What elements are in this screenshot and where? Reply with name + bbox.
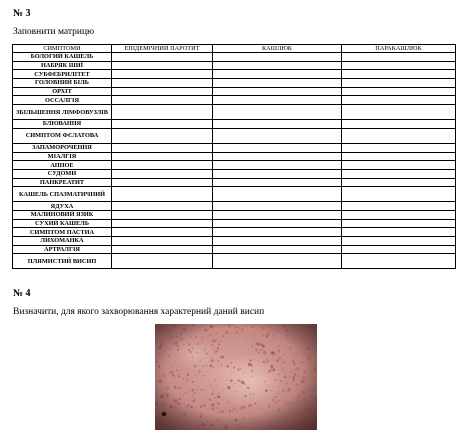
symptom-cell: СИМПТОМ ФЄЛАТОВА bbox=[13, 128, 112, 143]
symptom-cell: БОЛОГИЙ КАШЕЛЬ bbox=[13, 53, 112, 62]
header-mumps: ЕПІДЕМІЧНИЙ ПАРОТИТ bbox=[112, 45, 213, 53]
table-row bbox=[13, 254, 456, 269]
header-pertussis: КАШЛЮК bbox=[213, 45, 342, 53]
matrix-cell-mumps bbox=[112, 61, 213, 70]
symptom-cell: ГОЛОВНИЙ БІЛЬ bbox=[13, 79, 112, 88]
matrix-cell-parapertussis bbox=[342, 161, 456, 170]
matrix-cell-mumps bbox=[112, 120, 213, 129]
table-row bbox=[13, 96, 456, 105]
section-3-instruction: Заповнити матрицю bbox=[13, 27, 95, 37]
symptom-cell: ОРХІТ bbox=[13, 87, 112, 96]
symptom-cell: ОССАЛГІЯ bbox=[13, 96, 112, 105]
symptom-cell: ЯДУХА bbox=[13, 202, 112, 211]
matrix-cell-parapertussis bbox=[342, 245, 456, 254]
section-3-heading: № 3 bbox=[13, 8, 31, 19]
table-row bbox=[13, 161, 456, 170]
matrix-cell-parapertussis bbox=[342, 105, 456, 120]
symptom-cell: ЗБІЛЬШЕННЯ ЛІМФОВУЗЛІВ bbox=[13, 105, 112, 120]
matrix-cell-mumps bbox=[112, 237, 213, 246]
matrix-cell-parapertussis bbox=[342, 254, 456, 269]
symptom-cell: СУДОМИ bbox=[13, 169, 112, 178]
matrix-cell-pertussis bbox=[213, 79, 342, 88]
matrix-cell-pertussis bbox=[213, 161, 342, 170]
table-row bbox=[13, 128, 456, 143]
matrix-cell-pertussis bbox=[213, 53, 342, 62]
table-row bbox=[13, 152, 456, 161]
symptom-cell: СИМПТОМ ПАСТИА bbox=[13, 228, 112, 237]
matrix-cell-parapertussis bbox=[342, 61, 456, 70]
matrix-cell-pertussis bbox=[213, 228, 342, 237]
table-row bbox=[13, 61, 456, 70]
matrix-cell-pertussis bbox=[213, 187, 342, 202]
symptom-cell: ПЛЯМИСТИЙ ВИСИП bbox=[13, 254, 112, 269]
table-row bbox=[13, 178, 456, 187]
matrix-cell-pertussis bbox=[213, 96, 342, 105]
matrix-cell-parapertussis bbox=[342, 79, 456, 88]
matrix-cell-mumps bbox=[112, 228, 213, 237]
matrix-cell-parapertussis bbox=[342, 237, 456, 246]
table-row bbox=[13, 187, 456, 202]
matrix-cell-pertussis bbox=[213, 169, 342, 178]
matrix-cell-parapertussis bbox=[342, 120, 456, 129]
table-row bbox=[13, 105, 456, 120]
table-row bbox=[13, 228, 456, 237]
table-row bbox=[13, 202, 456, 211]
symptom-cell: БЛЮВАННЯ bbox=[13, 120, 112, 129]
table-row bbox=[13, 210, 456, 219]
matrix-cell-pertussis bbox=[213, 128, 342, 143]
matrix-cell-pertussis bbox=[213, 178, 342, 187]
rash-photo bbox=[155, 324, 317, 430]
section-4-heading: № 4 bbox=[13, 288, 31, 299]
matrix-cell-parapertussis bbox=[342, 228, 456, 237]
matrix-cell-parapertussis bbox=[342, 219, 456, 228]
header-parapertussis: ПАРАКАШЛЮК bbox=[342, 45, 456, 53]
matrix-cell-mumps bbox=[112, 187, 213, 202]
header-symptoms: СИМПТОМИ bbox=[13, 45, 112, 53]
symptom-cell: АПНОЕ bbox=[13, 161, 112, 170]
matrix-cell-mumps bbox=[112, 128, 213, 143]
matrix-cell-parapertussis bbox=[342, 53, 456, 62]
table-row bbox=[13, 143, 456, 152]
table-row bbox=[13, 87, 456, 96]
matrix-cell-parapertussis bbox=[342, 169, 456, 178]
symptom-cell: НАБРЯК ШИЇ bbox=[13, 61, 112, 70]
matrix-cell-mumps bbox=[112, 178, 213, 187]
symptom-cell: ЛИХОМАНКА bbox=[13, 237, 112, 246]
matrix-cell-mumps bbox=[112, 70, 213, 79]
matrix-cell-mumps bbox=[112, 105, 213, 120]
matrix-cell-parapertussis bbox=[342, 87, 456, 96]
matrix-cell-pertussis bbox=[213, 87, 342, 96]
table-row bbox=[13, 79, 456, 88]
matrix-cell-mumps bbox=[112, 96, 213, 105]
symptom-matrix-table bbox=[12, 44, 456, 269]
table-row bbox=[13, 120, 456, 129]
matrix-cell-mumps bbox=[112, 53, 213, 62]
symptom-cell: МІАЛГІЯ bbox=[13, 152, 112, 161]
matrix-cell-pertussis bbox=[213, 105, 342, 120]
table-row bbox=[13, 53, 456, 62]
matrix-cell-parapertussis bbox=[342, 202, 456, 211]
matrix-cell-parapertussis bbox=[342, 143, 456, 152]
symptom-cell: СУБФЕБРИЛІТЕТ bbox=[13, 70, 112, 79]
matrix-cell-mumps bbox=[112, 210, 213, 219]
matrix-cell-mumps bbox=[112, 152, 213, 161]
matrix-cell-pertussis bbox=[213, 210, 342, 219]
matrix-cell-mumps bbox=[112, 245, 213, 254]
table-row bbox=[13, 219, 456, 228]
matrix-cell-parapertussis bbox=[342, 70, 456, 79]
table-row bbox=[13, 245, 456, 254]
matrix-cell-mumps bbox=[112, 254, 213, 269]
matrix-cell-mumps bbox=[112, 169, 213, 178]
matrix-cell-pertussis bbox=[213, 61, 342, 70]
matrix-cell-mumps bbox=[112, 143, 213, 152]
symptom-cell: ПАНКРЕАТИТ bbox=[13, 178, 112, 187]
matrix-cell-pertussis bbox=[213, 245, 342, 254]
matrix-cell-parapertussis bbox=[342, 178, 456, 187]
table-body bbox=[13, 53, 456, 269]
symptom-cell: МАЛИНОВИЙ ЯЗИК bbox=[13, 210, 112, 219]
matrix-cell-mumps bbox=[112, 202, 213, 211]
matrix-cell-pertussis bbox=[213, 237, 342, 246]
section-4-instruction: Визначити, для якого захворювання характерний даний висип bbox=[13, 307, 265, 317]
matrix-cell-pertussis bbox=[213, 202, 342, 211]
matrix-cell-mumps bbox=[112, 219, 213, 228]
matrix-cell-pertussis bbox=[213, 254, 342, 269]
matrix-cell-parapertussis bbox=[342, 210, 456, 219]
table-header-row bbox=[13, 45, 456, 53]
matrix-cell-parapertussis bbox=[342, 152, 456, 161]
table-row bbox=[13, 237, 456, 246]
table-row bbox=[13, 70, 456, 79]
matrix-cell-parapertussis bbox=[342, 187, 456, 202]
symptom-cell: АРТРАЛГІЯ bbox=[13, 245, 112, 254]
matrix-cell-parapertussis bbox=[342, 96, 456, 105]
symptom-cell: КАШЕЛЬ СПАЗМАТИЧНИЙ bbox=[13, 187, 112, 202]
matrix-cell-parapertussis bbox=[342, 128, 456, 143]
matrix-cell-pertussis bbox=[213, 70, 342, 79]
matrix-cell-mumps bbox=[112, 79, 213, 88]
symptom-cell: ЗАПАМОРОЧЕННЯ bbox=[13, 143, 112, 152]
matrix-cell-pertussis bbox=[213, 219, 342, 228]
matrix-cell-mumps bbox=[112, 161, 213, 170]
matrix-cell-pertussis bbox=[213, 152, 342, 161]
matrix-cell-pertussis bbox=[213, 143, 342, 152]
matrix-cell-mumps bbox=[112, 87, 213, 96]
symptom-cell: СУХИЙ КАШЕЛЬ bbox=[13, 219, 112, 228]
matrix-cell-pertussis bbox=[213, 120, 342, 129]
table-row bbox=[13, 169, 456, 178]
